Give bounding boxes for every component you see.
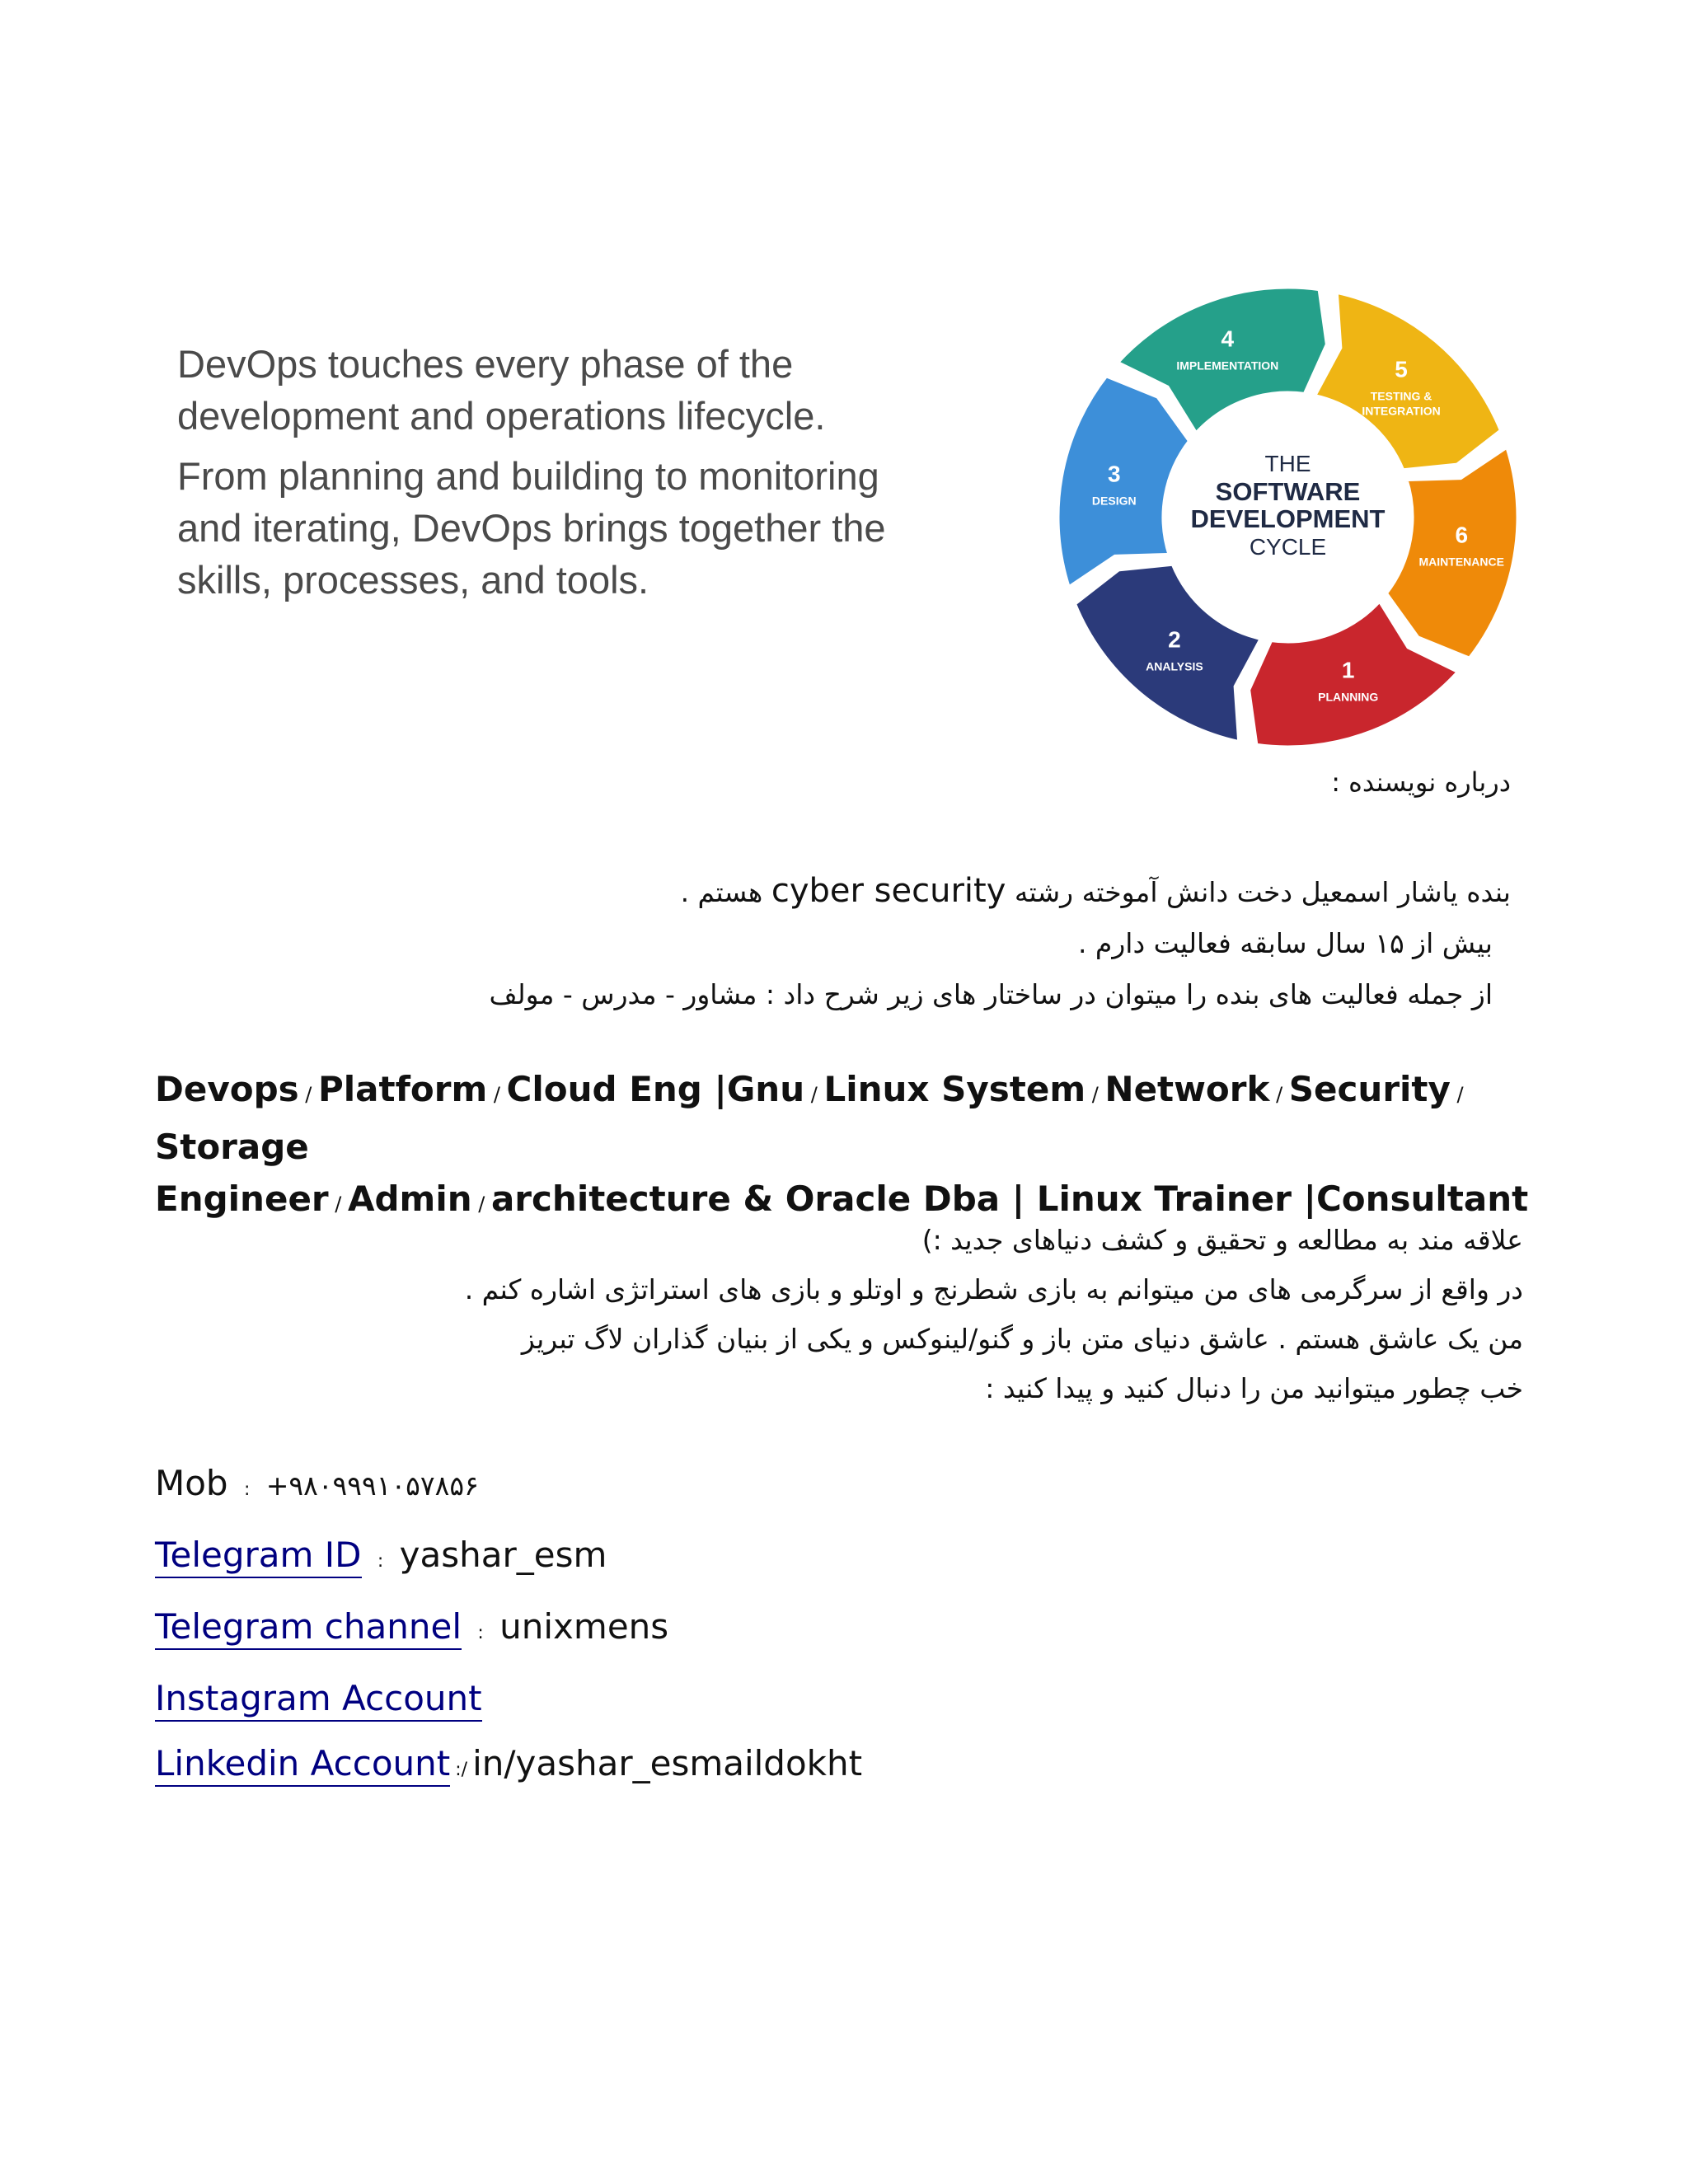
cycle-center-line-3: DEVELOPMENT bbox=[1190, 504, 1386, 533]
telegram-channel-link[interactable]: Telegram channel bbox=[155, 1606, 462, 1650]
cycle-phase-number: 4 bbox=[1221, 326, 1235, 352]
instagram-link[interactable]: Instagram Account bbox=[155, 1678, 482, 1722]
linkedin-value: in/yashar_esmaildokht bbox=[472, 1743, 863, 1783]
cycle-phase-label: ANALYSIS bbox=[1146, 659, 1203, 673]
cycle-center-line-2: SOFTWARE bbox=[1215, 477, 1361, 506]
cycle-phase-number: 6 bbox=[1455, 522, 1469, 548]
title-separator: / bbox=[328, 1193, 348, 1216]
cycle-phase-label: MAINTENANCE bbox=[1418, 555, 1504, 569]
cycle-segment-3 bbox=[1057, 375, 1191, 588]
telegram-id-row bbox=[155, 1522, 1309, 1594]
interests-line-1: علاقه مند به مطالعه و تحقیق و کشف دنیاهای جدید :) bbox=[921, 1224, 1523, 1256]
title-separator: / bbox=[471, 1193, 491, 1216]
cycle-center-line-1: THE bbox=[1264, 451, 1311, 476]
mobile-number: +۹۸۰۹۹۹۱۰۵۷۸۵۶ bbox=[265, 1469, 479, 1502]
cycle-phase-number: 2 bbox=[1168, 626, 1181, 653]
title-part: Linux System bbox=[823, 1069, 1086, 1109]
title-separator: / bbox=[298, 1083, 318, 1106]
cycle-segment-6 bbox=[1386, 446, 1519, 659]
cycle-phase-number: 3 bbox=[1107, 461, 1121, 487]
mobile-row bbox=[155, 1451, 1309, 1522]
title-part: Admin bbox=[347, 1179, 472, 1219]
telegram-id-value: yashar_esm bbox=[399, 1535, 607, 1575]
telegram-channel-separator: : bbox=[477, 1623, 484, 1643]
linkedin-separator: :/ bbox=[455, 1760, 468, 1780]
cycle-center-line-4: CYCLE bbox=[1249, 534, 1327, 560]
title-part: Engineer bbox=[155, 1179, 329, 1219]
intro-line-2: From planning and building to monitoring and iterating, DevOps brings together the skills, processes, and tools. bbox=[177, 454, 886, 602]
mobile-label: Mob bbox=[155, 1463, 228, 1503]
interests-line-2: در واقع از سرگرمی های من میتوانم به بازی شطرنج و اوتلو و بازی های استراتژی اشاره کنم . bbox=[464, 1273, 1523, 1305]
title-separator: / bbox=[804, 1083, 824, 1106]
intro-line-1: DevOps touches every phase of the development and operations lifecycle. bbox=[177, 342, 826, 438]
author-bio bbox=[439, 865, 1511, 1020]
title-part: Storage bbox=[155, 1127, 309, 1167]
title-separator: / bbox=[1269, 1083, 1289, 1106]
bio-line-1-pre: بنده یاشار اسمعیل دخت دانش آموخته رشته bbox=[1014, 876, 1511, 908]
cycle-phase-label: PLANNING bbox=[1318, 690, 1379, 704]
telegram-channel-value: unixmens bbox=[499, 1606, 669, 1647]
title-part: Network bbox=[1104, 1069, 1270, 1109]
interests-line-3: من یک عاشق هستم . عاشق دنیای متن باز و گنو/لینوکس و یکی از بنیان گذاران لاگ تبریز bbox=[521, 1323, 1523, 1355]
telegram-channel-row bbox=[155, 1594, 1309, 1666]
instagram-row bbox=[155, 1666, 1309, 1731]
linkedin-row bbox=[155, 1731, 1309, 1802]
interests-line-4: خب چطور میتوانید من را دنبال کنید و پیدا کنید : bbox=[985, 1372, 1523, 1404]
bio-line-1 bbox=[439, 865, 1511, 918]
software-development-cycle-diagram bbox=[1051, 280, 1525, 754]
title-part: Security bbox=[1288, 1069, 1451, 1109]
cycle-phase-label-2: INTEGRATION bbox=[1362, 404, 1441, 418]
contact-list bbox=[155, 1451, 1309, 1802]
bio-line-2: بیش از ۱۵ سال سابقه فعالیت دارم . bbox=[1077, 927, 1493, 959]
cycle-phase-label: IMPLEMENTATION bbox=[1176, 359, 1279, 373]
job-titles bbox=[155, 1063, 1556, 1230]
title-part: Cloud Eng |Gnu bbox=[506, 1069, 805, 1109]
linkedin-link[interactable]: Linkedin Account bbox=[155, 1743, 450, 1787]
about-author-label: درباره نویسنده : bbox=[1331, 766, 1511, 798]
title-separator: / bbox=[1450, 1083, 1464, 1106]
bio-line-1-field: cyber security bbox=[771, 872, 1006, 910]
intro-text bbox=[177, 338, 919, 606]
cycle-phase-number: 5 bbox=[1395, 356, 1408, 382]
telegram-id-link[interactable]: Telegram ID bbox=[155, 1535, 362, 1578]
mobile-separator: : bbox=[243, 1479, 251, 1500]
job-titles-line-1 bbox=[155, 1063, 1556, 1173]
title-part: architecture & Oracle Dba | Linux Trainer |Consultant bbox=[490, 1179, 1529, 1219]
bio-line-1-post: هستم . bbox=[680, 876, 763, 908]
cycle-phase-label: TESTING & bbox=[1370, 389, 1432, 403]
telegram-id-separator: : bbox=[377, 1551, 384, 1572]
title-part: Devops bbox=[155, 1069, 299, 1109]
cycle-phase-label: DESIGN bbox=[1091, 494, 1137, 508]
cycle-phase-number: 1 bbox=[1341, 657, 1355, 683]
title-separator: / bbox=[1085, 1083, 1105, 1106]
title-part: Platform bbox=[318, 1069, 488, 1109]
interests-text bbox=[287, 1216, 1523, 1413]
title-separator: / bbox=[487, 1083, 507, 1106]
bio-line-3: از جمله فعالیت های بنده را میتوان در ساختار های زیر شرح داد : مشاور - مدرس - مولف bbox=[489, 978, 1493, 1010]
